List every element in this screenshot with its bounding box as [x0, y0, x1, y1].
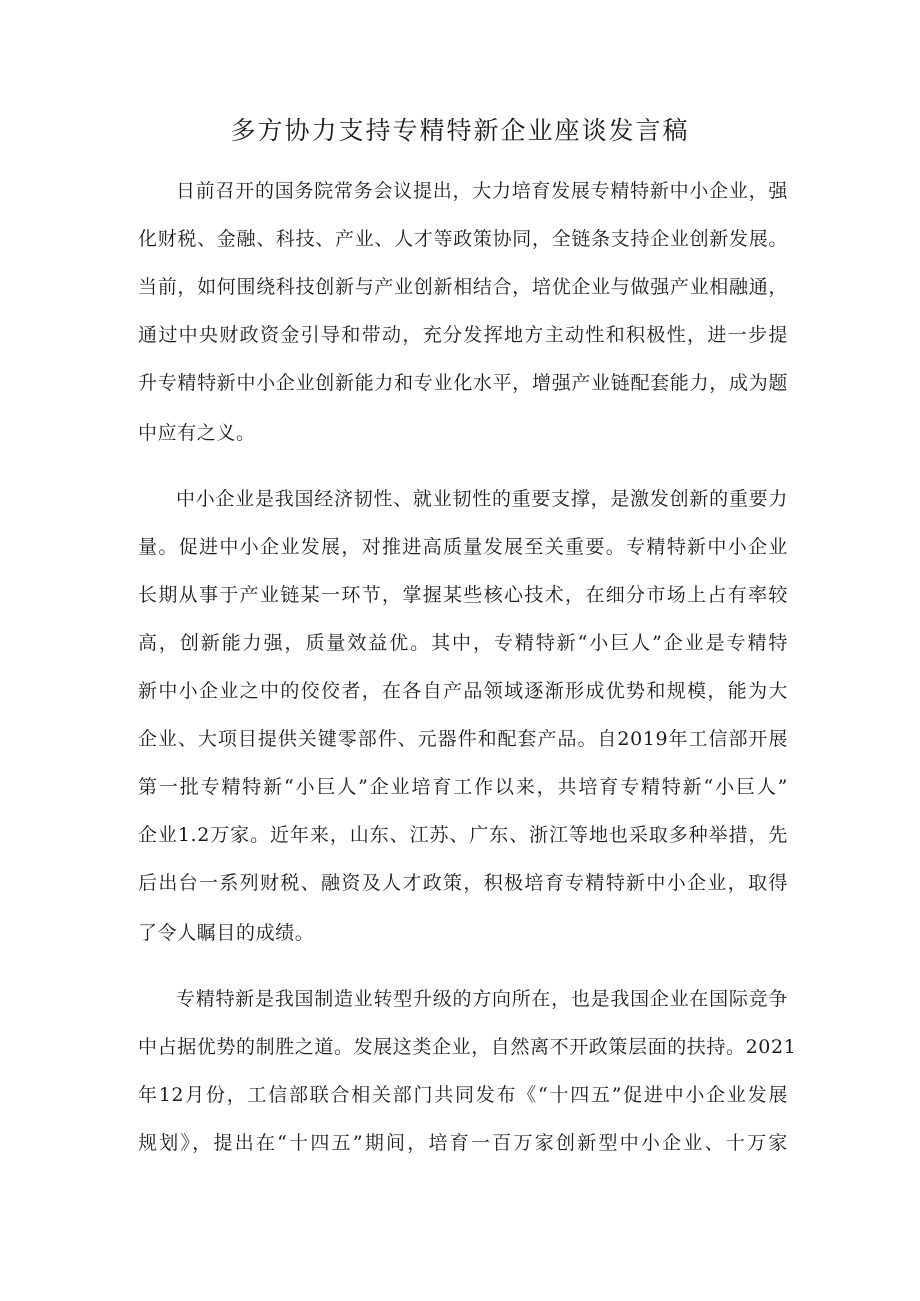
paragraph-1-line-2: 化财税、金融、科技、产业、人才等政策协同，全链条支持企业创新发展。: [138, 228, 788, 250]
paragraph-3-line-3: 年12月份，工信部联合相关部门共同发布《“十四五”促进中小企业发展: [138, 1084, 788, 1106]
document-title: 多方协力支持专精特新企业座谈发言稿: [230, 116, 690, 145]
paragraph-1-line-6: 中应有之义。: [138, 422, 256, 444]
paragraph-2-line-7: 第一批专精特新“小巨人”企业培育工作以来，共培育专精特新“小巨人”: [138, 776, 788, 798]
paragraph-2-line-9: 后出台一系列财税、融资及人才政策，积极培育专精特新中小企业，取得: [138, 872, 788, 894]
paragraph-2-line-8: 企业1.2万家。近年来，山东、江苏、广东、浙江等地也采取多种举措，先: [138, 824, 788, 846]
paragraph-2-line-6: 企业、大项目提供关键零部件、元器件和配套产品。自2019年工信部开展: [138, 728, 788, 750]
paragraph-1-line-4: 通过中央财政资金引导和带动，充分发挥地方主动性和积极性，进一步提: [138, 324, 788, 346]
paragraph-2-line-10: 了令人瞩目的成绩。: [138, 922, 315, 944]
paragraph-1-line-5: 升专精特新中小企业创新能力和专业化水平，增强产业链配套能力，成为题: [138, 372, 788, 394]
paragraph-3-line-4: 规划》，提出在“十四五”期间，培育一百万家创新型中小企业、十万家: [138, 1132, 788, 1154]
paragraph-2-line-1: 中小企业是我国经济韧性、就业韧性的重要支撑，是激发创新的重要力: [176, 488, 788, 510]
paragraph-3-line-1: 专精特新是我国制造业转型升级的方向所在，也是我国企业在国际竞争: [176, 988, 788, 1010]
paragraph-1-line-1: 日前召开的国务院常务会议提出，大力培育发展专精特新中小企业，强: [176, 180, 788, 202]
paragraph-2-line-4: 高，创新能力强，质量效益优。其中，专精特新“小巨人”企业是专精特: [138, 632, 788, 654]
paragraph-2-line-2: 量。促进中小企业发展，对推进高质量发展至关重要。专精特新中小企业: [138, 536, 788, 558]
paragraph-2-line-5: 新中小企业之中的佼佼者，在各自产品领域逐渐形成优势和规模，能为大: [138, 680, 788, 702]
paragraph-1-line-3: 当前，如何围绕科技创新与产业创新相结合，培优企业与做强产业相融通，: [138, 276, 788, 298]
paragraph-2-line-3: 长期从事于产业链某一环节，掌握某些核心技术，在细分市场上占有率较: [138, 584, 788, 606]
paragraph-3-line-2: 中占据优势的制胜之道。发展这类企业，自然离不开政策层面的扶持。2021: [138, 1036, 797, 1058]
